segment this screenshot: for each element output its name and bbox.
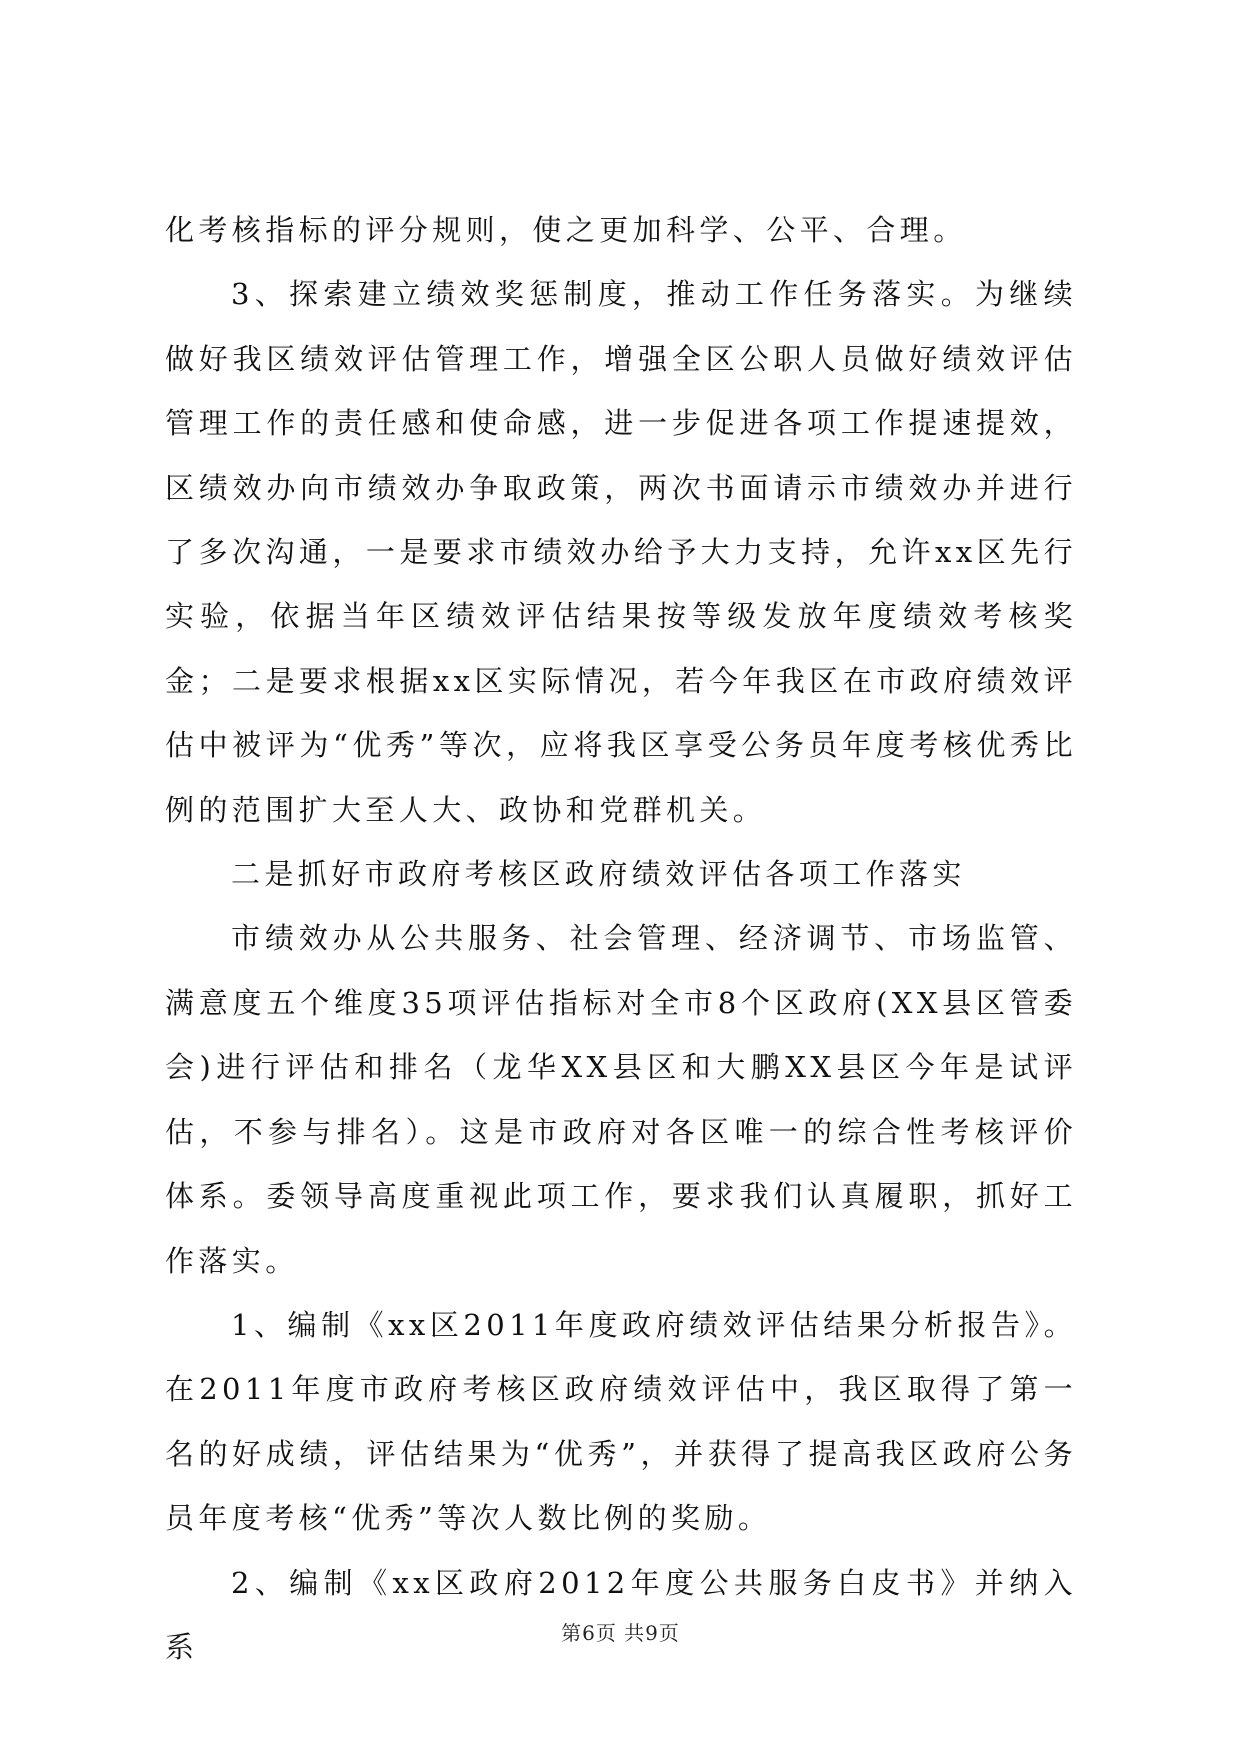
paragraph-item-1-analysis-report: 1、编制《xx区2011年度政府绩效评估结果分析报告》。在2011年度市政府考核区政府绩效评估中，我区取得了第一名的好成绩，评估结果为“优秀”，并获得了提高我区政府公务员年度考核“优秀”等次人数比例的奖励。 <box>165 1307 1077 1536</box>
paragraph-item-2-white-paper: 2、编制《xx区政府2012年度公共服务白皮书》并纳入系 <box>165 1565 1077 1664</box>
document-body <box>165 198 1077 1679</box>
paragraph-continuation: 化考核指标的评分规则，使之更加科学、公平、合理。 <box>165 213 967 247</box>
page-number-footer: 第6页 共9页 <box>561 1621 680 1645</box>
section-heading-municipal-assessment: 二是抓好市政府考核区政府绩效评估各项工作落实 <box>231 857 966 892</box>
paragraph-municipal-evaluation: 市绩效办从公共服务、社会管理、经济调节、市场监管、满意度五个维度35项评估指标对全市8个区政府(XX县区管委会)进行评估和排名（龙华XX县区和大鹏XX县区今年是试评估，不参与排名）。这是市政府对各区唯一的综合性考核评价体系。委领导高度重视此项工作，要求我们认真履职，抓好工作落实。 <box>165 921 1077 1278</box>
paragraph-item-3-incentive-system: 3、探索建立绩效奖惩制度，推动工作任务落实。为继续做好我区绩效评估管理工作，增强全区公职人员做好绩效评估管理工作的责任感和使命感，进一步促进各项工作提速提效，区绩效办向市绩效办争取政策，两次书面请示市绩效办并进行了多次沟通，一是要求市绩效办给予大力支持，允许xx区先行实验，依据当年区绩效评估结果按等级发放年度绩效考核奖金；二是要求根据xx区实际情况，若今年我区在市政府绩效评估中被评为“优秀”等次，应将我区享受公务员年度考核优秀比例的范围扩大至人大、政协和党群机关。 <box>165 277 1077 827</box>
